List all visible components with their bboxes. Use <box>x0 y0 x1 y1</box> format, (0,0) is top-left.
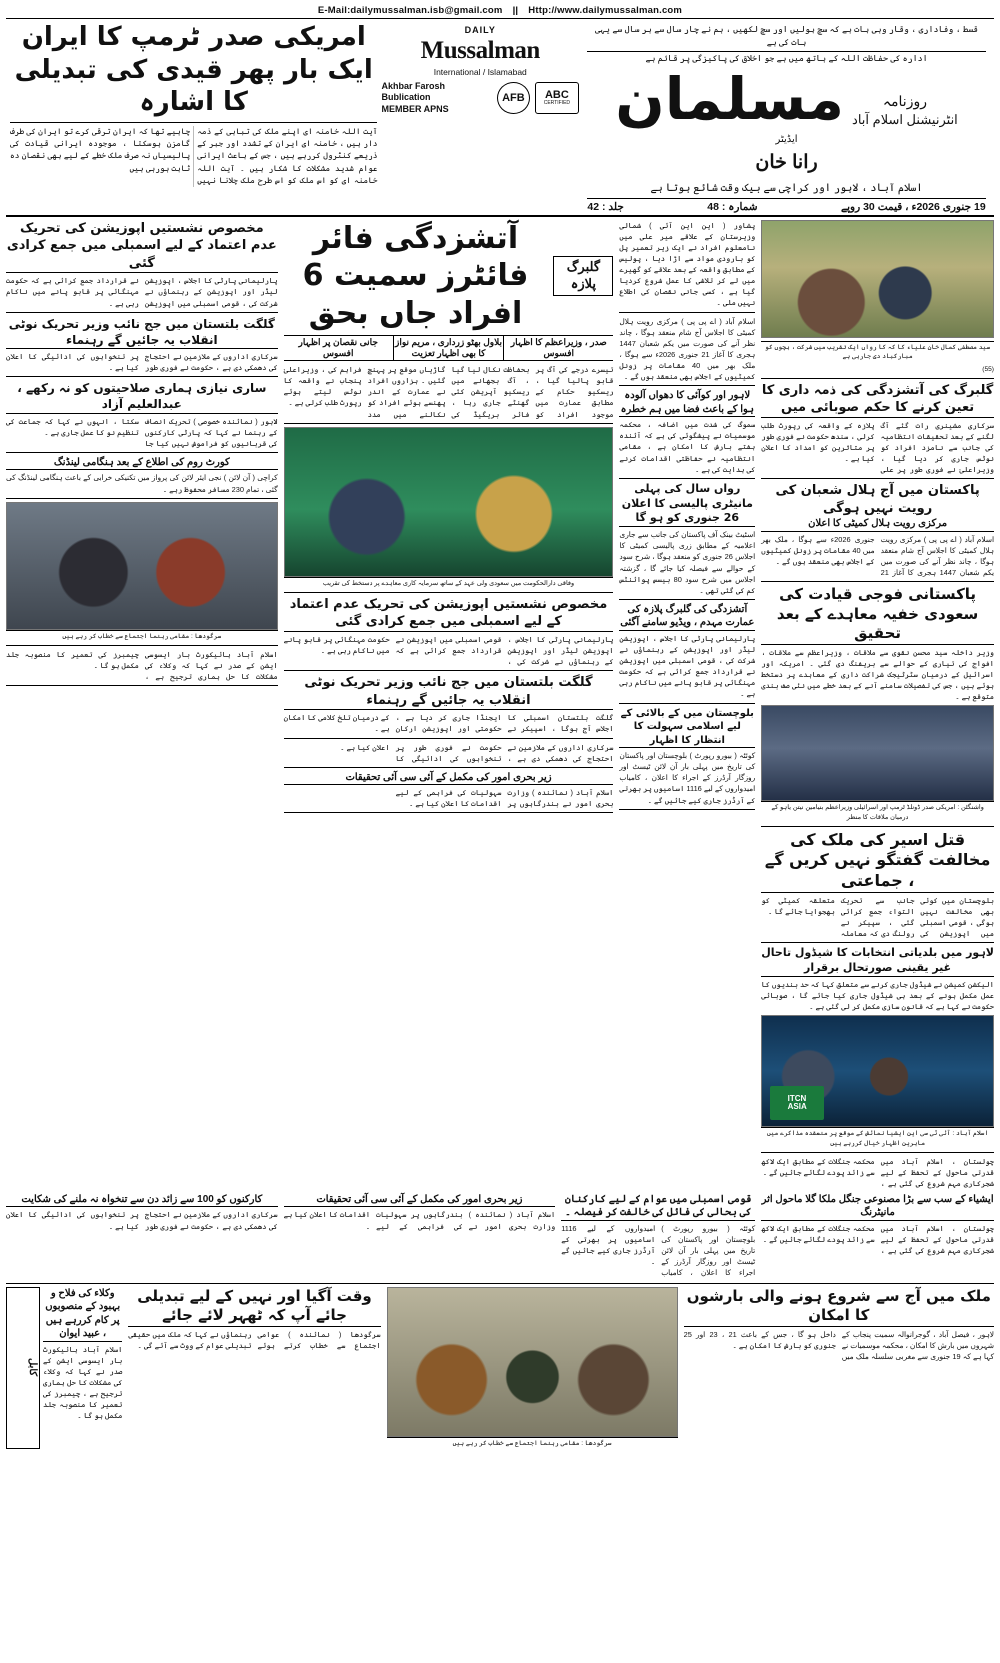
bottom-left-badge: کابل <box>6 1287 40 1449</box>
block-gb-judge <box>284 674 614 738</box>
lead-body: آیت اللہ خامنہ ای اپنے ملک کی تباہی کے ذمہ دار ہیں ، خامنہ ای ایران کے تشدد اور جبر کے ذریعے کنٹرول کررہے ہیں ، جس کے باعث ایرانی عوام شدید مشکلات کا شکار ہیں ۔ آیت اللہ خامنہ ای کو اس ملک کو اس طرح ملک چلانا نہیں چاہیے تھا کہ ایران ترقی کرے تو ایران کی طرف گامزن ہوسکتا ، موجودہ ایرانی قیادت کی پالیسیاں نہ صرف ملک خطے کے لیے بھی نقصان دہ ثابت ہورہی ہیں <box>10 122 377 188</box>
lower-strip <box>6 1193 994 1279</box>
lead-headline: امریکی صدر ٹرمپ کا ایران ایک بار پھر قیدی کی تبدیلی کا اشارہ <box>14 22 373 117</box>
wedding-photo-sidetext: (55) <box>761 365 994 379</box>
lead-story <box>6 21 381 213</box>
block-saudi-meeting <box>284 427 614 593</box>
volume-label: جلد : 42 <box>587 200 624 213</box>
bottom-strip <box>6 1283 994 1449</box>
fire-kicker-badge: گلبرگ پلازہ <box>553 256 613 296</box>
saudi-meeting-caption: وفاقی دارالحکومت میں سعودی ولی عہد کے ساتھ سرمایہ کاری معاہدے پر دستخط کی تقریب <box>284 577 614 589</box>
block-pak-israel-headline: پاکستانی فوجی قیادت کی سعودی خفیہ معاہدے کے بعد تحقیق <box>761 585 994 645</box>
block-bol-headline: بلوچستان میں کے بالائی کے لیے اسلامی سہولت کا انتظار کا اظہار <box>619 707 755 749</box>
block-ci-headline: زیر بحری امور کی مکمل کے آئی سی آئی تحقیقات <box>284 771 614 786</box>
block-judge-right-headline: گلگت بلتستان میں جج نائب وزیر تحریک نوٹی انقلاب یہ جائیں گے رہنماء <box>6 316 278 349</box>
bottom-left-body: اسلام آباد ہائیکورٹ بار ایسوسی ایشن کے صدر نے کہا کہ وکلاء کی مشکلات کا حل ہماری ترجیح ہے ، چیمبرز کی تعمیر کا منصوبہ جلد مکمل ہو گا ۔ <box>43 1344 123 1421</box>
lower-third-body: اسلام آباد ( نمائندہ ) وزارت بحری امور نے بندرگاہوں پر سہولیات کی فراہمی کے لیے اقدامات کا اعلان کیا ہے ۔ <box>283 1210 556 1231</box>
trump-netanyahu-photo <box>761 705 994 801</box>
block-azad-body: لاہور ( نمائندہ خصوصی ) تحریک انصاف کے رہنما نے کہا کہ پارٹی کارکنوں کی قربانیوں کو فراموش نہیں کیا جا سکتا ، انہوں نے کہا کہ جماعت کی تنظیم نو کا عمل جاری ہے ۔ <box>6 416 278 448</box>
block-policy <box>619 482 755 600</box>
bottom-left-block <box>6 1287 122 1449</box>
block-opposition-right-headline: مخصوص نشستیں اپوزیشن کی تحریک عدم اعتماد کے لیے اسمبلی میں جمع کرادی گئی <box>6 220 278 274</box>
wedding-photo-caption: سید مصطفی کمال خان علیاء کا کہ کا رواں ایک تقریب میں شرکت ، بچوں کو مبارکباد دی جارہی ہے <box>761 341 994 362</box>
editor-name: رانا خان <box>755 152 818 174</box>
bottom-mid2-block <box>128 1287 380 1449</box>
block-hilal <box>761 482 994 582</box>
afb-badge-icon: AFB <box>497 82 530 114</box>
block-local-elections-headline: لاہور میں بلدیاتی انتخابات کا شیڈول تاحال غیر یقینی صورتحال برقرار <box>761 946 994 977</box>
editor-block <box>755 132 817 178</box>
english-title: Mussalman <box>420 37 540 64</box>
column-right-filler: چولستان ، اسلام آباد میں قدرتی ماحول کے تحفظ کے لیے شجرکاری مہم شروع کی گئی ہے ، محکمہ جنگلات کے مطابق ایک لاکھ سے زائد پودے لگائے جائیں گے ۔ <box>761 1156 994 1188</box>
lower-fourth-headline: کارکنوں کو 100 سے زائد دن سے تنخواہ نہ ملنے کی شکایت <box>6 1193 278 1208</box>
contact-bar <box>6 4 994 19</box>
block-landing-headline: کورٹ روم کی اطلاع کے بعد ہنگامی لینڈنگ <box>6 456 278 471</box>
lower-second-headline: قومی اسمبلی میں عوام کے لیے کارکنان کی بحالی کی فائل کی خالفت کر فیصلہ ۔ <box>561 1193 755 1221</box>
block-qatl-headline: قتل اسیر کی ملک کی مخالفت گفتگو نہیں کریں گے ، جماعتی <box>761 830 994 893</box>
lower-fourth-body: سرکاری اداروں کے ملازمین نے احتجاج کی دھمکی دی ہے ، حکومت نے فوری طور پر تنخواہوں کی ادائیگی کا اعلان کیا ہے ۔ <box>6 1210 278 1231</box>
block-nw <box>619 220 755 313</box>
crowd-photo <box>387 1287 678 1437</box>
certification-badges <box>381 81 579 115</box>
english-daily-label: DAILY <box>464 25 496 35</box>
lower-second-body: کوئٹہ ( بیورو رپورٹ ) بلوچستان اور پاکستان کی تاریخ میں پہلی بار آن لائن ٹیسٹ اور روزگار آرڈرز کے اجراء کا اعلان ، کامیاب امیدواروں کے لیے 1116 اسامیوں پر بھرتی کے آرڈرز جاری کیے جائیں گے ۔ <box>561 1223 756 1278</box>
column-left <box>6 220 278 1189</box>
block-lahore <box>619 389 755 479</box>
abc-badge-icon <box>535 82 579 114</box>
block-qatl-body: بلوچستان میں کوئی بھی مخالفت نہیں ہوگی ، قومی اسمبلی میں اپوزیشن کی جانب سے تحریک التواء جمع کرائی گئی ، سپیکر نے رولنگ دی کہ معاملہ متعلقہ کمیٹی کو بھجوایا جائے گا ۔ <box>761 896 994 939</box>
member-line-2: MEMBER APNS <box>381 103 449 114</box>
masthead <box>6 19 994 217</box>
column-right <box>761 220 994 1189</box>
bottom-right-headline: ملک میں آج سے شروع ہونے والی بارشوں کا امکان <box>684 1287 994 1327</box>
bottom-mid-block <box>387 1287 678 1449</box>
fire-byline-1: صدر ، وزیراعظم کا اظہار افسوس <box>510 337 607 359</box>
lower-third-headline: زیر بحری امور کی مکمل کے آئی سی آئی تحقیقات <box>284 1193 556 1208</box>
fire-byline-3: جانی نقصان پر اظہار افسوس <box>284 336 394 360</box>
masthead-tagline-2: ادارہ کی حفاظت اللہ کے ہاتھ میں ہے جو اخلاق کی پاکیزگی پر قائم ہے <box>645 52 928 63</box>
abc-line-1: ABC <box>544 88 569 101</box>
date-price: 19 جنوری 2026ء ، قیمت 30 روپے <box>840 200 986 213</box>
fire-body: تیسرے درجے کی آگ پر قابو پالیا گیا ، ریسکیو حکام کے مطابق عمارت میں موجود افراد کو بحفاظت نکال لیا گیا ، آگ بجھانے میں ریسکیو آپریشن کئی گھنٹے جاری رہا ، فائر بریگیڈ کی گاڑیاں موقع پر پہنچ گئیں ۔ ہزاروں افراد نے عمارت کے اندر پھنسے ہوئے افراد کو نکالنے میں مدد فراہم کی ، وزیراعلیٰ پنجاب نے واقعہ کا نوٹس لیتے ہوئے رپورٹ طلب کرلی ہے ۔ <box>283 365 614 419</box>
block-ci-body: اسلام آباد ( نمائندہ ) وزارت بحری امور نے بندرگاہوں پر سہولیات کی فراہمی کے لیے اقدامات کا اعلان کیا ہے ۔ <box>395 788 614 809</box>
block-hilal-body: اسلام آباد ( اے پی پی ) مرکزی رویت ہلال کمیٹی کا اجلاس آج شام منعقد ہوگا ، چاند نظر آنے کی صورت میں یکم شعبان 1447 ہجری کا آغاز 21 جنوری 2026ء سے ہوگا ، ملک بھر میں 40 مقامات پر زونل کمیٹیوں کے اجلاس بھی منعقد ہوں گے ۔ <box>761 534 994 578</box>
itcn-logo: ITCN ASIA <box>770 1086 824 1120</box>
masthead-nameplate <box>579 21 994 213</box>
itcn-panel-caption: اسلام آباد : آئی ٹی سی این ایشیا نمائش کے موقع پر منعقدہ مذاکرے میں ماہرین اظہار خیال کررہے ہیں <box>761 1127 994 1148</box>
bottom-mid2-headline: وقت آگیا اور نہیں کے لیے تبدیلی جائے آپ کہ ٹھہر لائے جائے <box>128 1287 380 1327</box>
block-opposition-right-body: پارلیمانی پارٹی کا اجلاس ، اپوزیشن لیڈر اور اپوزیشن کے رہنماؤں نے شرکت کی ، قومی اسمبلی میں اپوزیشن نے قرارداد جمع کرائی ہے کہ حکومت مہنگائی پر قابو پانے میں ناکام رہی ہے ۔ <box>6 276 278 308</box>
itcn-panel-photo <box>761 1015 994 1127</box>
block-opposition-right <box>6 220 278 313</box>
fire-headline: آتشزدگی فائر فائٹرز سمیت 6 افراد جاں بحق <box>302 220 529 331</box>
block-fire <box>284 220 614 424</box>
block-two-men <box>6 502 278 646</box>
paper-kicker: روزنامہ <box>882 93 927 110</box>
block-khabar-headline: گلبرگ کی آتشزدگی کی ذمہ داری کا تعین کرنے کا حکم صوبائی میں <box>761 382 994 418</box>
block-salaries <box>284 742 614 768</box>
lower-third <box>284 1193 556 1279</box>
block-opp-video-body: پارلیمانی پارٹی کا اجلاس ، اپوزیشن لیڈر اور اپوزیشن کے رہنماؤں نے شرکت کی ، قومی اسمبلی میں اپوزیشن نے قرارداد جمع کرائی ہے کہ حکومت مہنگائی پر قابو پانے میں ناکام رہی ہے ۔ <box>619 633 756 699</box>
block-azad-headline: ساری نیازی ہماری صلاحیتوں کو نہ رکھے ، عبدالعلیم آزاد <box>6 380 278 413</box>
cities-line: اسلام آباد ، لاہور اور کراچی سے بیک وقت شائع ہوتا ہے <box>650 181 923 194</box>
bottom-right-block <box>684 1287 994 1449</box>
block-salaries-body: سرکاری اداروں کے ملازمین نے احتجاج کی دھمکی دی ہے ، حکومت نے فوری طور پر تنخواہوں کی ادائیگی کا اعلان کیا ہے ۔ <box>340 742 614 763</box>
block-opp-motion-body: پارلیمانی پارٹی کا اجلاس ، اپوزیشن لیڈر اور اپوزیشن کے رہنماؤں نے شرکت کی ، قومی اسمبلی میں اپوزیشن نے قرارداد جمع کرائی ہے کہ حکومت مہنگائی پر قابو پانے میں ناکام رہی ہے ۔ <box>283 634 614 667</box>
paper-title-urdu: مسلمان <box>615 65 845 134</box>
block-azad <box>6 380 278 453</box>
block-policy-body: اسٹیٹ بینک آف پاکستان کی جانب سے جاری اعلامیہ کے مطابق زری پالیسی کمیٹی کا اجلاس 26 جنوری کو منعقد ہوگا ، شرح سود کے حوالے سے فیصلہ کیا جائے گا ، گزشتہ اجلاس میں شرح سود 80 بیسس پوائنٹس کم کی گئی تھی ۔ <box>619 530 756 595</box>
bottom-left-headline: وکلاء کی فلاح و بہبود کے منصوبوں پر کام کررہے ہیں ، عبید ایوان <box>43 1287 122 1342</box>
main-grid <box>6 220 994 1189</box>
block-bol-body: کوئٹہ ( بیورو رپورٹ ) بلوچستان اور پاکستان کی تاریخ میں پہلی بار آن لائن ٹیسٹ اور روزگار آرڈرز کے اجراء کا اعلان ، کامیاب امیدواروں کے لیے 1116 اسامیوں پر بھرتی کے آرڈرز جاری کیے جائیں گے ۔ <box>619 751 756 805</box>
block-pak-israel <box>761 585 994 826</box>
column-second <box>619 220 755 1189</box>
issue-number: شمارہ : 48 <box>707 200 758 213</box>
block-lahore-body: سموگ کی شدت میں اضافہ ، محکمہ موسمیات نے پیشگوئی کی ہے کہ آئندہ ہفتے بارش کا امکان ہے ، مقامی انتظامیہ نے حفاظتی اقدامات کرنے کی ہدایت کی ہے ۔ <box>619 420 756 474</box>
block-khabar-body: سرکاری مشینری رات گئے آگ لگنے کے بعد تحقیقات انتظامیہ کی جانب سے نامزد افراد کو نوٹس جاری کر دیا گیا ، وزیراعلیٰ نے فوری طور پر علی پلازہ کے واقعہ کی رپورٹ طلب کرلی ، سندھ حکومت نے فوری طور پر متاثرین کو امداد کا اعلان کیا ہے ۔ <box>761 420 994 475</box>
block-qatl <box>761 830 994 944</box>
lower-right-body: چولستان ، اسلام آباد میں قدرتی ماحول کے تحفظ کے لیے شجرکاری مہم شروع کی گئی ہے ، محکمہ جنگلات کے مطابق ایک لاکھ سے زائد پودے لگائے جائیں گے ۔ <box>761 1223 994 1256</box>
column-center <box>284 220 614 1189</box>
block-hilal-headline: پاکستان میں آج ہلال شعبان کی رویت نہیں ہوگی <box>775 483 980 516</box>
lower-second <box>561 1193 755 1279</box>
block-judge-right-body: سرکاری اداروں کے ملازمین نے احتجاج کی دھمکی دی ہے ، حکومت نے فوری طور پر تنخواہوں کی ادائیگی کا اعلان کیا ہے ۔ <box>6 351 278 373</box>
abc-line-2: CERTIFIED <box>543 99 571 106</box>
bottom-right-body: لاہور ، فیصل آباد ، گوجرانوالہ سمیت پنجاب کے شہروں میں بارش کا امکان ، محکمہ موسمیات نے کہا ہے کہ 19 جنوری سے مغربی سلسلہ ملک میں داخل ہو گا ، جس کے باعث 21 ، 23 اور 25 جنوری کو بارش کا امکان ہے ۔ <box>683 1329 994 1361</box>
block-policy-headline: رواں سال کی پہلی مانیٹری پالیسی کا اعلان 26 جنوری کو ہو گا <box>619 482 755 528</box>
block-opp-video-headline: آتشزدگی کی گلبرگ پلازہ کی عمارت مہدم ، ویڈیو سامنے آگئی <box>619 603 755 631</box>
block-nw-ref <box>619 316 755 387</box>
block-judge-right <box>6 316 278 378</box>
block-freedom <box>6 649 278 686</box>
block-lahore-headline: لاہور اور کوآئی کا دھواں آلودہ ہوا کے باعث فضا میں ہم خطرہ <box>619 389 755 417</box>
block-khabar <box>761 382 994 480</box>
block-ci <box>284 771 614 814</box>
lower-fourth <box>6 1193 278 1279</box>
email-text: E-Mail:dailymussalman.isb@gmail.com <box>317 5 503 16</box>
separator: || <box>512 5 519 16</box>
block-bol <box>619 707 755 810</box>
editor-label: ایڈیٹر <box>775 134 798 146</box>
masthead-english <box>381 21 579 213</box>
bottom-mid2-body: سرگودھا ( نمائندہ ) عوامی اجتماع سے خطاب کرتے ہوئے رہنماؤں نے کہا کہ ملک میں حقیقی تبدیلی عوام کے ووٹ سے آئے گی ۔ <box>128 1329 381 1350</box>
block-opp-motion-headline: مخصوص نشستیں اپوزیشن کی تحریک عدم اعتماد کے لیے اسمبلی میں جمع کرادی گئی <box>284 596 614 632</box>
block-nw-body: پشاور ( این این آئی ) شمالی وزیرستان کے علاقے میر علی میں نامعلوم افراد نے ایک زیر تعمیر پل کو بارودی مواد سے اڑا دیا ، پولیس کے مطابق واقعہ کے بعد علاقے کو گھیرے میں لے کر تلاشی کا عمل شروع کردیا گیا ہے ، کسی جانی نقصان کی اطلاع نہیں ملی ۔ <box>619 220 756 308</box>
block-gb-judge-body: گلگت بلتستان اسمبلی کا اجلاس آج ہوگا ، اسپیکر نے ایجنڈا جاری کر دیا ہے ، حکومتی اور اپوزیشن ارکان کے درمیان تلخ کلامی کا امکان ہے ۔ <box>283 713 614 734</box>
lower-right <box>761 1193 994 1279</box>
member-text <box>381 81 492 115</box>
saudi-meeting-photo <box>284 427 614 577</box>
masthead-tagline: قسط ، وفاداری ، وقار وہی بات ہے کہ سچ بولیں اور سچ لکھیں ، ہم نے چار سال سے ہر سال سے یہی بات کی ہے <box>587 23 985 52</box>
english-subtitle: International / Islamabad <box>433 67 527 77</box>
block-opp-motion <box>284 596 614 671</box>
block-hilal-sub: مرکزی رویت ہلال کمیٹی کا اعلان <box>761 517 994 532</box>
block-local-elections-body: الیکشن کمیشن نے شیڈول جاری کرنے سے متعلق کہا کہ حد بندیوں کا عمل مکمل ہونے کے بعد ہی شیڈول جاری کیا جائے گا ، صوبائی حکومت نے کہا ہے کہ قانون سازی مکمل کر لی گئی ہے ۔ <box>761 980 994 1012</box>
block-gb-judge-headline: گلگت بلتستان میں جج نائب وزیر تحریک نوٹی انقلاب یہ جائیں گے رہنماء <box>284 674 614 710</box>
block-landing-body: کراچی ( آن لائن ) نجی ایئر لائن کی پرواز میں تکنیکی خرابی کے باعث ہنگامی لینڈنگ کی گئی ، تمام 230 مسافر محفوظ رہے ۔ <box>6 473 278 494</box>
wedding-photo <box>761 220 994 338</box>
fire-byline-2: بلاول بھٹو زرداری ، مریم نواز کا بھی اظہار تعزیت <box>394 336 504 360</box>
block-local-elections <box>761 946 994 1152</box>
paper-subtitle: انٹرنیشنل اسلام آباد <box>852 112 958 128</box>
website-text[interactable]: Http://www.dailymussalman.com <box>528 5 683 16</box>
block-pak-israel-body: وزیر داخلہ سید محسن نقوی سے ملاقات ، وزیراعظم سے ملاقات ، افواج کی تیاری کے حوالے سے بریفنگ دی گئی ۔ امریکہ اور اسرائیل کے درمیان سٹرٹیجک شراکت داری کے معاہدے پر دستخط ہوئے ہیں ، جس کی تفصیلات سامنے آنے کے بعد خطے میں نئی صف بندی متوقع ہے ۔ <box>761 647 994 702</box>
issue-line <box>587 198 985 213</box>
member-line-1: Akhbar Farosh Bublication <box>381 81 445 103</box>
block-freedom-body: اسلام آباد ہائیکورٹ بار ایسوسی ایشن کے صدر نے کہا کہ وکلاء کی مشکلات کا حل ہماری ترجیح ہے ، چیمبرز کی تعمیر کا منصوبہ جلد مکمل ہو گا ۔ <box>6 649 278 681</box>
trump-netanyahu-caption: واشنگٹن : امریکی صدر ڈونلڈ ٹرمپ اور اسرائیلی وزیراعظم بنیامین نیتن یاہو کے درمیان ملاقات کا منظر <box>761 801 994 822</box>
block-landing <box>6 456 278 499</box>
lower-right-headline: ایشیاء کے سب سے بڑا مصنوعی جنگل ملکا گلا ماحول اثر مانیٹرنگ <box>761 1193 994 1221</box>
two-men-photo <box>6 502 278 630</box>
block-opp-video <box>619 603 755 704</box>
crowd-photo-caption: سرگودھا : مقامی رہنما اجتماع سے خطاب کر رہے ہیں <box>387 1437 678 1449</box>
block-nw-ref-text: اسلام آباد ( اے پی پی ) مرکزی رویت ہلال کمیٹی کا اجلاس آج شام منعقد ہوگا ، چاند نظر آنے کی صورت میں یکم شعبان 1447 ہجری کا آغاز 21 جنوری 2026ء سے ہوگا ، ملک بھر میں 40 مقامات پر زونل کمیٹیوں کے اجلاس بھی منعقد ہوں گے ۔ <box>619 316 756 382</box>
two-men-caption: سرگودھا : مقامی رہنما اجتماع سے خطاب کر رہے ہیں <box>6 630 278 642</box>
